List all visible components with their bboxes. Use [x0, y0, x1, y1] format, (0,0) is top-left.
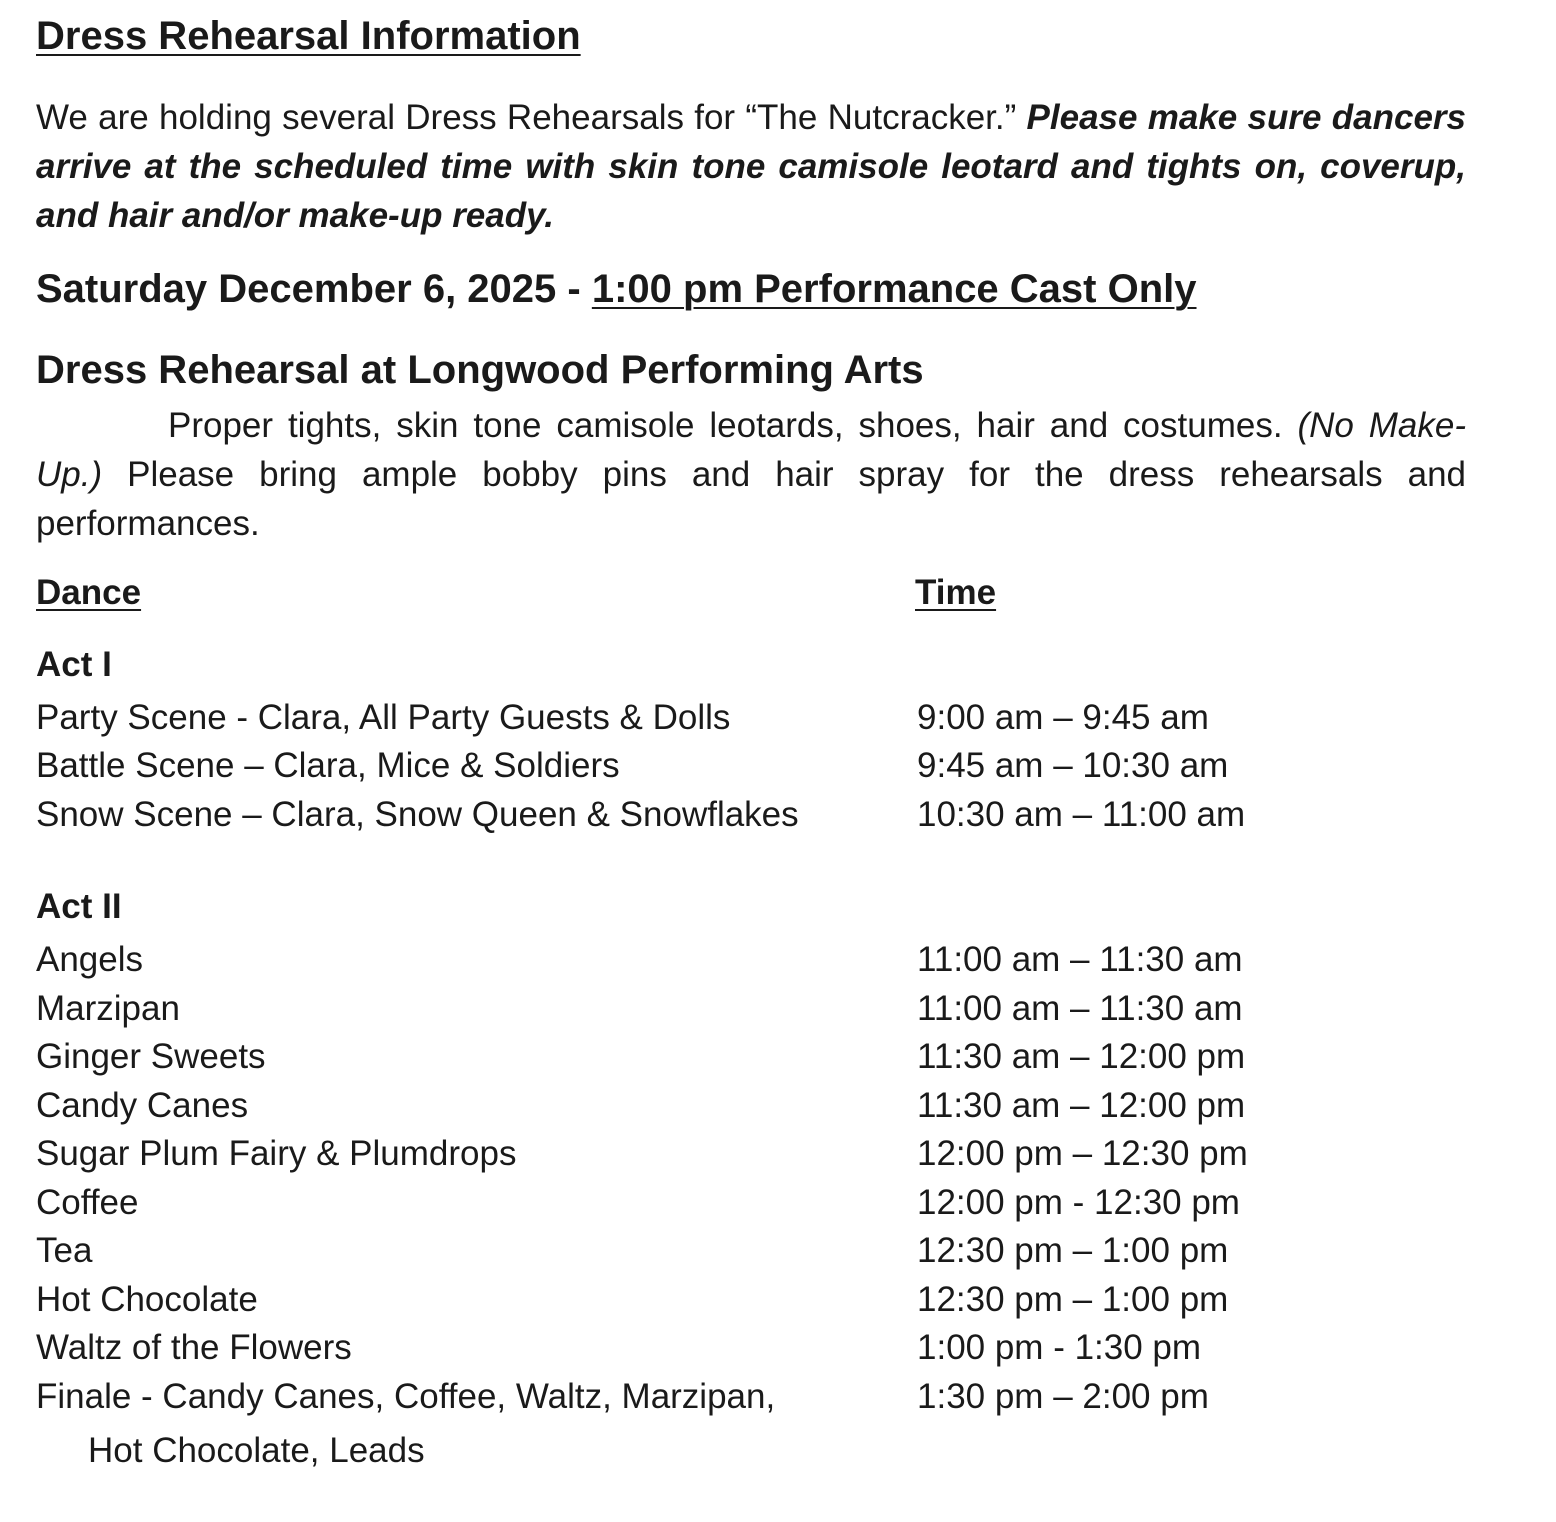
- act-heading: Act I: [36, 645, 112, 684]
- dance-name: Angels: [36, 940, 144, 979]
- dance-time: 12:30 pm – 1:00 pm: [917, 1280, 1229, 1319]
- dance-name: Candy Canes: [36, 1086, 249, 1125]
- dance-time: 9:45 am – 10:30 am: [917, 746, 1229, 785]
- intro-text: We are holding several Dress Rehearsals for “The Nutcracker.”: [36, 98, 1027, 137]
- dance-time: 11:30 am – 12:00 pm: [917, 1086, 1246, 1125]
- dance-name: Tea: [36, 1231, 93, 1270]
- column-header-time: Time: [915, 573, 997, 612]
- schedule-date: Saturday December 6, 2025 -: [36, 267, 592, 311]
- schedule-row: [36, 1275, 1466, 1324]
- schedule-row: [36, 1032, 1466, 1081]
- schedule-row: [36, 1178, 1466, 1227]
- schedule-row: [36, 1226, 1466, 1275]
- dance-time: 11:00 am – 11:30 am: [917, 989, 1243, 1028]
- finale-continuation: Hot Chocolate, Leads: [88, 1431, 425, 1470]
- dance-time: 11:30 am – 12:00 pm: [917, 1037, 1246, 1076]
- dance-name: Coffee: [36, 1183, 139, 1222]
- dance-name: Waltz of the Flowers: [36, 1328, 352, 1367]
- dance-time: 10:30 am – 11:00 am: [917, 795, 1246, 834]
- schedule-row: [36, 1081, 1466, 1130]
- dance-name: Snow Scene – Clara, Snow Queen & Snowflakes: [36, 795, 799, 834]
- dance-name: Battle Scene – Clara, Mice & Soldiers: [36, 746, 620, 785]
- dance-name: Ginger Sweets: [36, 1037, 266, 1076]
- notes-text-2: Please bring ample bobby pins and hair spray for the dress rehearsals and performances.: [36, 455, 1466, 543]
- dance-time: 12:30 pm – 1:00 pm: [917, 1231, 1229, 1270]
- dance-time: 9:00 am – 9:45 am: [917, 698, 1209, 737]
- dance-time: 11:00 am – 11:30 am: [917, 940, 1243, 979]
- dance-time: 1:00 pm - 1:30 pm: [917, 1328, 1202, 1367]
- dance-name: Hot Chocolate: [36, 1280, 258, 1319]
- venue-heading: Dress Rehearsal at Longwood Performing Arts: [36, 348, 924, 392]
- act-heading: Act II: [36, 887, 122, 926]
- dance-name: Finale - Candy Canes, Coffee, Waltz, Marzipan,: [36, 1377, 776, 1416]
- page-title: Dress Rehearsal Information: [36, 14, 581, 58]
- dance-time: 12:00 pm – 12:30 pm: [917, 1134, 1248, 1173]
- dance-time: 12:00 pm - 12:30 pm: [917, 1183, 1240, 1222]
- schedule-row: [36, 741, 1466, 790]
- notes-italic: (No Make-Up.): [36, 406, 1466, 494]
- schedule-row: [36, 984, 1466, 1033]
- schedule-row: [36, 935, 1466, 984]
- dance-name: Marzipan: [36, 989, 180, 1028]
- schedule-date-heading: [36, 267, 1197, 312]
- notes-paragraph: [36, 401, 1466, 548]
- dance-name: Sugar Plum Fairy & Plumdrops: [36, 1134, 517, 1173]
- schedule-row: [36, 1372, 1466, 1421]
- dance-name: Party Scene - Clara, All Party Guests & Dolls: [36, 698, 731, 737]
- intro-emphasis: Please make sure dancers arrive at the scheduled time with skin tone camisole leotard and tights on, coverup, and hair and/or make-up ready.: [36, 98, 1466, 235]
- schedule-row: [36, 1129, 1466, 1178]
- schedule-row: [36, 1323, 1466, 1372]
- schedule-row: [36, 693, 1466, 742]
- dance-time: 1:30 pm – 2:00 pm: [917, 1377, 1209, 1416]
- column-header-dance: Dance: [36, 573, 142, 612]
- schedule-row: [36, 790, 1466, 839]
- intro-paragraph: [36, 93, 1466, 240]
- schedule-cast: 1:00 pm Performance Cast Only: [591, 267, 1197, 311]
- notes-text-1: Proper tights, skin tone camisole leotards, shoes, hair and costumes.: [168, 406, 1298, 445]
